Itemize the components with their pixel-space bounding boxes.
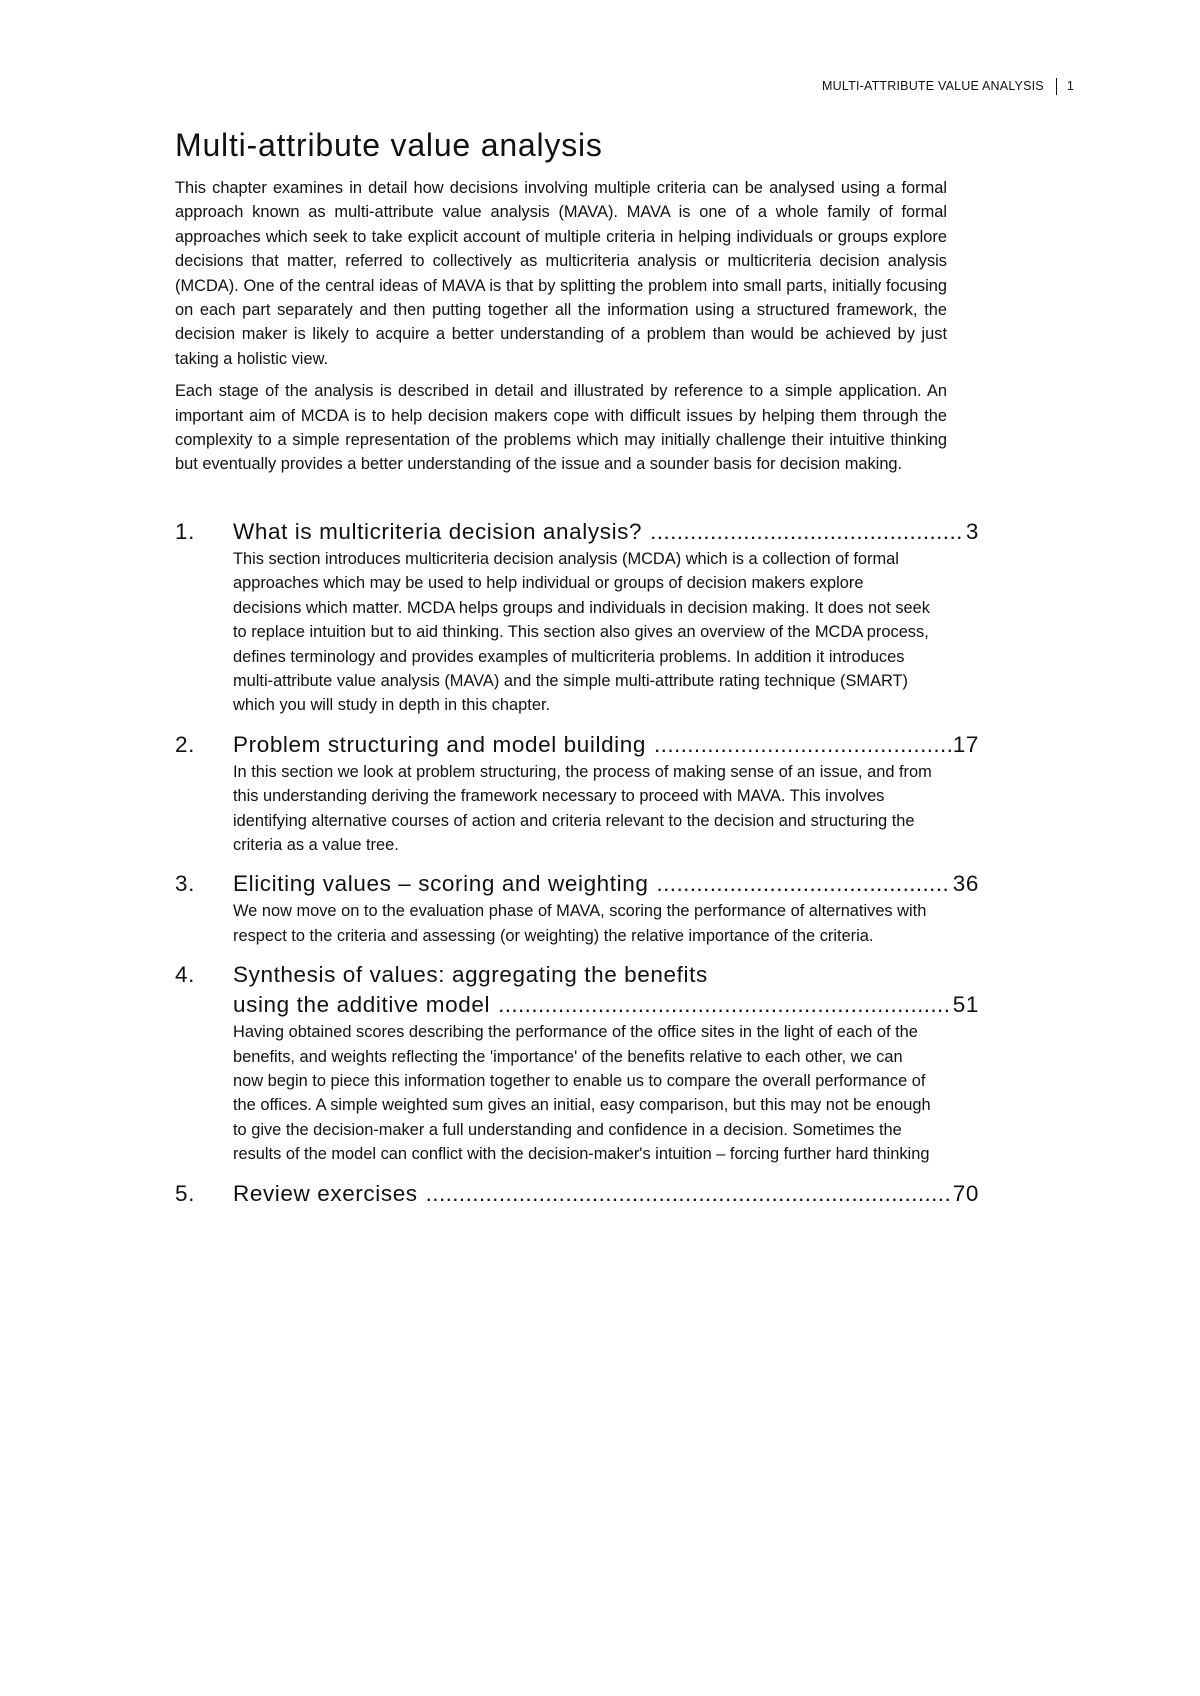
toc-entry-page: 70: [952, 1180, 979, 1206]
toc-entry-title: Eliciting values – scoring and weighting: [233, 871, 649, 897]
toc-entry-description: We now move on to the evaluation phase of MAVA, scoring the performance of alternatives with respect to the criteria and assessing (or weighting) the relative importance of the criteria.: [233, 902, 927, 945]
page-content: [175, 126, 979, 1221]
toc-entry-number: 1.: [175, 518, 195, 544]
toc-entry-body: [233, 517, 979, 718]
toc-entry-body: [233, 960, 979, 1166]
toc-entry-headline[interactable]: [233, 869, 979, 899]
toc-entry-description: Having obtained scores describing the performance of the office sites in the light of each of the benefits, and weights reflecting the 'importance' of the benefits relative to each other, we can now begin to piece this information together to enable us to compare the overall performance of the offices. A simple weighted sum gives an initial, easy comparison, but this may not be enough to give the decision-maker a full understanding and confidence in a decision. Sometimes the results of the model can conflict with the decision-maker's intuition – forcing further hard thinking: [233, 1023, 931, 1164]
toc-entry-number: 4.: [175, 962, 195, 988]
dot-leader: [654, 730, 951, 760]
table-of-contents: [175, 517, 979, 1209]
running-title: MULTI-ATTRIBUTE VALUE ANALYSIS: [822, 78, 1044, 93]
toc-entry-number: 5.: [175, 1180, 195, 1206]
toc-entry-headline[interactable]: [233, 1179, 979, 1209]
chapter-title: Multi-attribute value analysis: [175, 127, 603, 163]
toc-entry-2[interactable]: [175, 730, 979, 858]
toc-entry-body: [233, 730, 979, 858]
toc-entry-4[interactable]: [175, 960, 979, 1166]
toc-entry-body: [233, 1179, 979, 1209]
toc-entry-page: 3: [965, 518, 979, 544]
toc-entry-1[interactable]: [175, 517, 979, 718]
toc-entry-title: using the additive model: [233, 992, 491, 1018]
toc-entry-number: 2.: [175, 731, 195, 757]
dot-leader: [426, 1179, 951, 1209]
toc-entry-headline[interactable]: [233, 730, 979, 760]
toc-entry-page: 36: [952, 871, 979, 897]
intro-paragraph-1: This chapter examines in detail how decisions involving multiple criteria can be analysed using a formal approach known as multi-attribute value analysis (MAVA). MAVA is one of a whole family of formal approaches which seek to take explicit account of multiple criteria in helping individuals or groups explore decisions that matter, referred to collectively as multicriteria analysis or multicriteria decision analysis (MCDA). One of the central ideas of MAVA is that by splitting the problem into small parts, initially focusing on each part separately and then putting together all the information using a structured framework, the decision maker is likely to acquire a better understanding of a problem than would be achieved by just taking a holistic view.: [175, 179, 947, 368]
toc-entry-3[interactable]: [175, 869, 979, 948]
toc-entry-description: In this section we look at problem structuring, the process of making sense of an issue, and from this understanding deriving the framework necessary to proceed with MAVA. This involves identifying alternative courses of action and criteria relevant to the decision and structuring the criteria as a value tree.: [233, 762, 932, 854]
toc-entry-5[interactable]: [175, 1179, 979, 1209]
dot-leader: [656, 869, 950, 899]
page-number: 1: [1066, 78, 1074, 93]
toc-entry-number: 3.: [175, 871, 195, 897]
toc-entry-page: 51: [952, 992, 979, 1018]
dot-leader: [650, 517, 964, 547]
intro-paragraph-2: Each stage of the analysis is described in detail and illustrated by reference to a simple application. An important aim of MCDA is to help decision makers cope with difficult issues by helping them through the complexity to a simple representation of the problems which may initially challenge their intuitive thinking but eventually provides a better understanding of the issue and a sounder basis for decision making.: [175, 382, 947, 474]
toc-entry-description: This section introduces multicriteria decision analysis (MCDA) which is a collection of formal approaches which may be used to help individual or groups of decision makers explore decisions which matter. MCDA helps groups and individuals in decision making. It does not seek to replace intuition but to aid thinking. This section also gives an overview of the MCDA process, defines terminology and provides examples of multicriteria problems. In addition it introduces multi-attribute value analysis (MAVA) and the simple multi-attribute rating technique (SMART) which you will study in depth in this chapter.: [233, 549, 930, 715]
toc-entry-body: [233, 869, 979, 948]
toc-entry-page: 17: [952, 731, 979, 757]
toc-entry-headline[interactable]: [233, 517, 979, 547]
running-header: [822, 78, 1074, 95]
toc-entry-headline[interactable]: [233, 990, 979, 1020]
header-divider: [1056, 78, 1057, 95]
toc-entry-title: Review exercises: [233, 1180, 418, 1206]
toc-entry-title: What is multicriteria decision analysis?: [233, 518, 643, 544]
toc-entry-title-line-1[interactable]: Synthesis of values: aggregating the benefits: [233, 962, 708, 988]
dot-leader: [498, 990, 951, 1020]
toc-entry-title: Problem structuring and model building: [233, 731, 647, 757]
